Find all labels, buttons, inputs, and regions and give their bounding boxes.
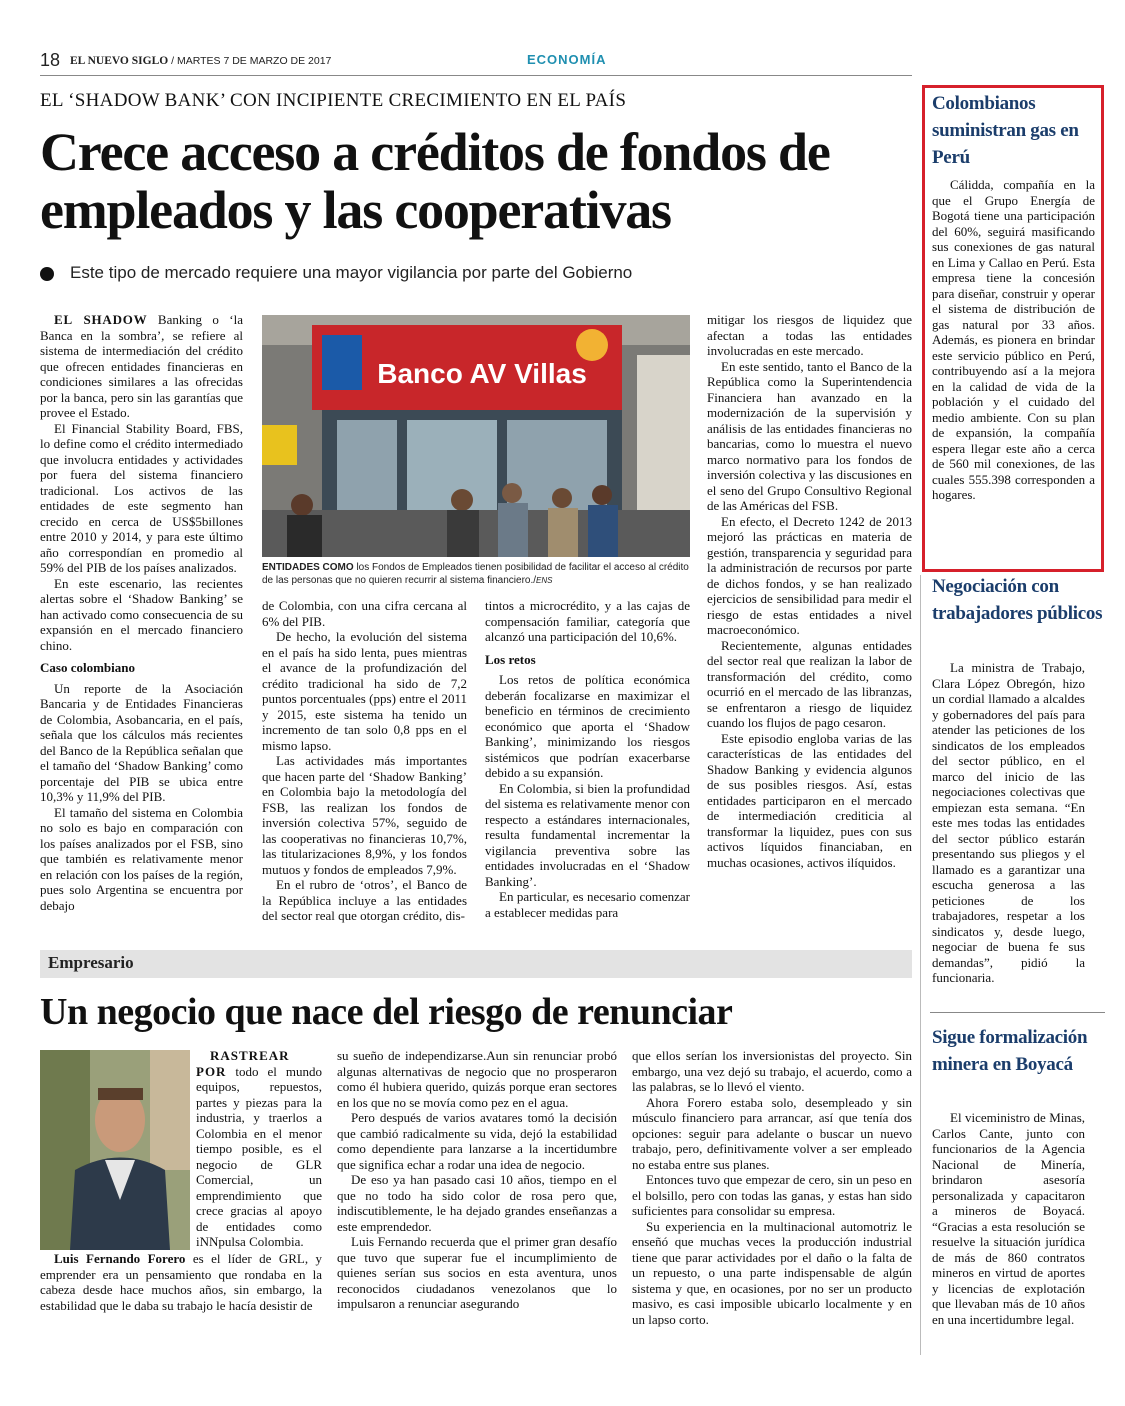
paragraph: En particular, es necesario comenzar a establecer medidas para — [485, 889, 690, 920]
paragraph: Su experiencia en la multinacional automotriz le enseñó que muchas veces la producción industrial tiene que parar actividades por el daño o la falta de un repuesto, o una parte indispensable de algún sistema y que, en ocasiones, por no ser un producto masivo, es casi imposible ubicarlo localmente y en un lapso corto. — [632, 1218, 912, 1327]
paragraph: Los retos de política económica deberán focalizarse en maximizar el beneficio en términos de crecimiento económico que aporta el ‘Shadow Banking’, minimizando los riesgos sistémicos que podrían exacerbarse debido a su expansión. — [485, 672, 690, 780]
paragraph: mitigar los riesgos de liquidez que afectan a todas las entidades involucradas en este mercado. — [707, 312, 912, 358]
paragraph: De hecho, la evolución del sistema en el país ha sido lenta, pues mientras el avance de la profundización del crédito tradicional ha sido de 7,2 puntos porcentuales (pps) entre el 2011 y 2015, este sistema ha tenido un incremento de tan solo 0,8 pps en el mismo lapso. — [262, 629, 467, 753]
paragraph: Luis Fernando recuerda que el primer gran desafío que tuvo que superar fue el incumplimiento de quienes serían sus socios en esta aventura, unos reconocidos ciudadanos venezolanos que lo impulsaron a renunciar asegurando — [337, 1234, 617, 1311]
bank-photo — [262, 315, 690, 557]
paragraph: de Colombia, con una cifra cercana al 6% del PIB. — [262, 598, 467, 629]
photo-caption — [262, 561, 690, 587]
page-number: 18 — [40, 50, 61, 70]
sidebar-title-mineria: Sigue formalización minera en Boyacá — [932, 1027, 1088, 1075]
paragraph: Un reporte de la Asociación Bancaria y de Entidades Financieras de Colombia, Asobancaria, en el país, señala que los cálculos más recientes del Banco de la República señalan que el tamaño del ‘Shadow Banking’ como porcentaje del PIB se ubica entre 10,3% y 11,9% del PIB. — [40, 680, 243, 804]
section-label: ECONOMÍA — [527, 52, 607, 67]
photo-credit: ENS — [536, 576, 553, 585]
paragraph: De eso ya han pasado casi 10 años, tiempo en el que no todo ha sido color de rosa pero que, indiscutiblemente, le ha dejado grandes enseñanzas a este emprendedor. — [337, 1172, 617, 1234]
caption-lead: ENTIDADES COMO — [262, 562, 354, 573]
sidebar-text-negociacion — [932, 660, 1085, 986]
lead-words: EL SHADOW — [54, 312, 148, 327]
paragraph: Banking o ‘la Banca en la sombra’, se refiere al sistema de intermediación del crédito que ofrecen entidades financieras en condiciones similares a las ofrecidas por la banca, pero sin las garantías que provee el Estado. — [40, 312, 244, 420]
lead-words: RASTREAR POR — [196, 1048, 290, 1079]
publication-name: EL NUEVO SIGLO — [70, 55, 169, 67]
paragraph: Pero después de varios avatares tomó la decisión que cambió radicalmente su vida, dejó la estabilidad como dependiente para lanzarse a la incertidumbre que significa echar a rodar una idea de negocio. — [337, 1110, 617, 1172]
paragraph: En efecto, el Decreto 1242 de 2013 mejoró las prácticas en materia de gestión, transparencia y seguridad para la administración de recursos por parte de dichos fondos, y se han realizado ejercicios de sensibilidad para medir el riesgo de estas entidades a nivel macroeconómico. — [707, 513, 912, 637]
paragraph: En este escenario, las recientes alertas sobre el ‘Shadow Banking’ se han activado como consecuencia de su expansión en el mercado financiero chino. — [40, 575, 243, 653]
bullet-icon — [40, 267, 54, 281]
empresario-column-1-top — [196, 1048, 322, 1250]
paragraph: su sueño de independizarse.Aun sin renunciar probó algunas alternativas de negocio que no prosperaron como él hubiera querido, quizás porque eran sectores en los que no se movía como pez en el agua. — [337, 1048, 617, 1110]
story-subhead: Este tipo de mercado requiere una mayor vigilancia por parte del Gobierno — [70, 263, 633, 282]
portrait-image — [40, 1050, 190, 1250]
portrait-photo — [40, 1050, 190, 1250]
paragraph: Ahora Forero estaba solo, desempleado y sin músculo financiero para arrancar, así que tenía dos opciones: seguir para adelante o buscar un nuevo trabajo, pero, definitivamente volver a ser empleado no estaba entre sus planes. — [632, 1094, 912, 1172]
paragraph: es el líder de GRL, y emprender era un pensamiento que rondaba en la cabeza desde hace muchos años, sin embargo, la estabilidad que le daba su trabajo le hacía desistir de — [40, 1251, 322, 1313]
paragraph: Este episodio engloba varias de las características de las entidades del Shadow Banking y evidencia algunos de sus posibles riesgos. Así, estas entidades participaron en el mercado de intermediación crediticia al transformar la liquidez, pues con sus activos líquidos financiaban, en muchas ocasiones, activos ilíquidos. — [707, 730, 912, 870]
empresario-column-1-bottom — [40, 1251, 322, 1313]
sidebar-title-gas: Colombianos suministran gas en Perú — [932, 93, 1079, 168]
empresario-column-2 — [337, 1048, 617, 1312]
story-column-4 — [707, 312, 912, 870]
story-kicker: EL ‘SHADOW BANK’ CON INCIPIENTE CRECIMIENTO EN EL PAÍS — [40, 90, 627, 111]
sidebar-divider — [930, 1012, 1105, 1013]
paragraph: todo el mundo equipos, repuestos, partes y piezas para la industria, y traerlos a Colombia en el menor tiempo posible, es el negocio de GLR Comercial, un emprendimiento que crece gracias al apoyo de entidades como iNNpulsa Colombia. — [196, 1063, 322, 1249]
story-column-1 — [40, 312, 243, 913]
paragraph: En el rubro de ‘otros’, el Banco de la República incluye a las entidades del sector real que otorgan crédito, dis- — [262, 877, 467, 923]
bank-storefront-image — [262, 315, 690, 557]
paragraph: La ministra de Trabajo, Clara López Obregón, hizo un cordial llamado a alcaldes y gobernadores del país para atender las peticiones de los sindicatos de los empleados del sector público, en el marco del inicio de las negociaciones colectivas que empiezan esta semana. “En este mes todas las entidades del sector público estarán presentando sus pliegos y el llamado es a garantizar una escucha generosa a las peticiones de los trabajadores, respetar a los sindicatos y, desde luego, negociar de buena fe sus demandas”, pidió la funcionaria. — [932, 660, 1085, 985]
paragraph: tintos a microcrédito, y a las cajas de compensación familiar, categoría que alcanzó una participación del 10,6%. — [485, 598, 690, 644]
empresario-headline: Un negocio que nace del riesgo de renunciar — [40, 991, 733, 1033]
paragraph: En este sentido, tanto el Banco de la República como la Superintendencia Financiera han avanzado en la modernización de la supervisión y análisis de las entidades financieras no bancarias, como lo muestra el nuevo marco normativo para los fondos de inversión colectiva y las discusiones en el seno del Grupo Consultivo Regional de las Américas del FSB. — [707, 358, 912, 513]
paragraph: Entonces tuvo que empezar de cero, sin un peso en el bolsillo, pero con todas las ganas, y estas han sido suficientes para consolidar su empresa. — [632, 1172, 912, 1218]
paragraph: Cálidda, compañía en la que el Grupo Energía de Bogotá tiene una participación del 60%, seguirá masificando sus conexiones de gas natural en Lima y Callao en Perú. Esta empresa tiene la concesión para diseñar, construir y operar el sistema de distribución de gas natural por 33 años. Además, es pionera en brindar este servicio público en Perú, contribuyendo así a la mejora en la calidad de vida de la población y el cuidado del medio ambiente. Con su plan de expansión, la compañía espera llegar este año a cerca de 560 mil conexiones, de las cuales 555.398 corresponden a hogares. — [932, 177, 1095, 502]
story-column-3 — [485, 598, 690, 920]
paragraph: El viceministro de Minas, Carlos Cante, junto con funcionarios de la Agencia Nacional de Minería, brindaron asesoría personalizada y capacitaron a mineros de Boyacá. “Gracias a esta resolución se resuelve la situación jurídica de más de 860 contratos mineros en virtud de aportes y licencias de explotación que llevaban más de 10 años en una incertidumbre legal. — [932, 1110, 1085, 1327]
header-rule — [40, 75, 912, 76]
paragraph: Recientemente, algunas entidades del sector real que realizan la labor de transformación del crédito, como ocurrió en el mercado de las libranzas, se enfrentaron a riesgo de liquidez cuando los flujos de pago cesaron. — [707, 637, 912, 730]
sidebar-text-mineria — [932, 1110, 1085, 1327]
empresario-label: Empresario — [48, 953, 134, 972]
sidebar-title-negociacion: Negociación con trabajadores públicos — [932, 576, 1103, 624]
paragraph: El Financial Stability Board, FBS, lo define como el crédito intermediado que involucra entidades y actividades por fuera del sistema financiero tradicional. Los activos de las entidades de este segmento han crecido en cerca de US$5billones entre 2010 y 2014, y para este último año correspondían en promedio al 59% del PIB de los países analizados. — [40, 420, 243, 575]
subheading: Los retos — [485, 651, 536, 667]
person-name: Luis Fernando Forero — [54, 1251, 186, 1266]
empresario-column-3 — [632, 1048, 912, 1327]
paragraph: Las actividades más importantes que hacen parte del ‘Shadow Banking’ en Colombia bajo la metodología del FSB, las realizan los fondos de inversión colectiva 57%, seguido de las cooperativas no financieras 10,7%, las titularizaciones 8,9%, y los fondos mutuos y fondos de empleados 7,9%. — [262, 753, 467, 877]
bank-sign-text: Banco AV Villas — [377, 358, 587, 389]
paragraph: que ellos serían los inversionistas del proyecto. Sin embargo, una vez dejó su trabajo, el acuerdo, como a las palabras, se lo llevó el viento. — [632, 1048, 912, 1094]
paragraph: El tamaño del sistema en Colombia no solo es bajo en comparación con los países analizados por el FSB, sino que también es relativamente menor en relación con los países de la región, pues solo Argentina se encuentra por debajo — [40, 804, 243, 913]
empresario-band — [40, 950, 912, 978]
publication-dateline — [70, 55, 331, 67]
sidebar-text-gas — [932, 177, 1095, 503]
paragraph: En Colombia, si bien la profundidad del sistema es relativamente menor con respecto a estándares internacionales, resulta fundamental incrementar la vigilancia preventiva sobre las entidades involucradas en el ‘Shadow Banking’. — [485, 780, 690, 889]
column-divider — [920, 575, 921, 1355]
caption-text: los Fondos de Empleados tienen posibilidad de facilitar el acceso al crédito de las personas que no quieren recurrir al sistema financiero./ — [262, 562, 689, 586]
subheading: Caso colombiano — [40, 660, 135, 675]
story-headline: Crece acceso a créditos de fondos de empleados y las cooperativas — [40, 122, 830, 240]
story-column-2 — [262, 598, 467, 924]
publication-date: / MARTES 7 DE MARZO DE 2017 — [171, 55, 332, 67]
